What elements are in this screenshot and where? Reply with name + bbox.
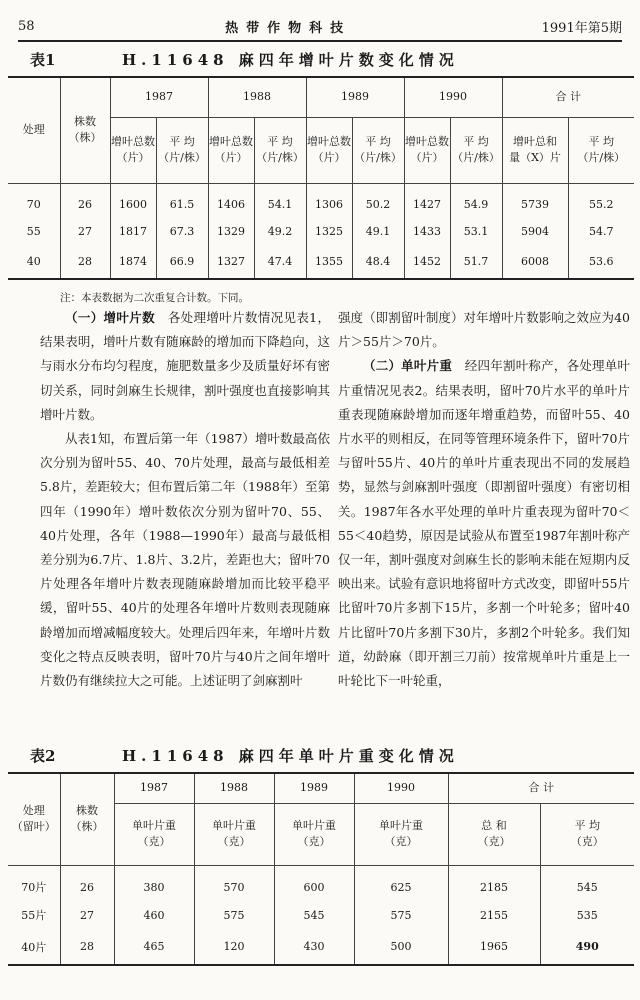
table-cell: 120 (194, 929, 274, 965)
table-cell: 575 (354, 901, 448, 929)
table-cell: 1355 (306, 245, 352, 279)
table-cell: 67.3 (156, 217, 208, 245)
table-cell: 40 (8, 245, 60, 279)
table2-header-year: 1989 (274, 773, 354, 803)
table-cell: 1817 (110, 217, 156, 245)
table1-label: 表1 (30, 50, 56, 69)
table1-note: 注：本表数据为二次重复合计数。下同。 (60, 292, 249, 304)
paragraph-text: 经四年割叶称产，各处理单叶片重情况见表2。结果表明，留叶70片水平的单叶片重表现随麻龄增加而逐年增重趋势，而留叶55、40片水平的则相反，在同等管理环境条件下，留叶70片与留叶55片、40片的单叶片重表现出不同的发展趋势，显然与剑麻割叶强度（即割留叶强度）有密切相关。1987年各水平处理的单叶片重表现为留叶70＜55＜40趋势，原因是试验从布置至1987年割叶称产仅一年，割叶强度对剑麻生长的影响未能在短期内反映出来。试验有意识地将留叶方式改变，即留叶55片比留叶70片多割下15片，多割一个叶轮多；留叶40片比留叶70片多割下30片，多割2个叶轮多。我们知道，幼龄麻（即开割三刀前）按常规单叶片重是上一叶轮比下一叶轮重， (338, 358, 630, 689)
table-cell: 61.5 (156, 183, 208, 217)
table-row (8, 217, 634, 245)
paragraph (40, 306, 330, 427)
table1-sub-sum: 增叶总和 量（X）片 (502, 117, 568, 183)
paragraph (338, 306, 630, 354)
table1-title: H.11648 麻四年增叶片数变化情况 (122, 50, 459, 69)
table1-header-year: 1988 (208, 77, 306, 117)
table-cell: 2155 (448, 901, 540, 929)
table-row (8, 865, 634, 901)
table2-header-year: 1990 (354, 773, 448, 803)
table-cell: 570 (194, 865, 274, 901)
table-cell: 1306 (306, 183, 352, 217)
table-cell: 1329 (208, 217, 254, 245)
table-cell: 26 (60, 865, 114, 901)
paragraph-text: 从表1知，布置后第一年（1987）增叶数最高依次分别为留叶55、40、70片处理，最高与最低相差5.8片，差距较大；但布置后第二年（1988年）至第四年（1990年）增叶数依次分别为留叶70、55、40片处理，各年（1988—1990年）最高与最低相差分别为6.7片、1.8片、3.2片，差距也大；留叶70片处理各年增叶片数表现随麻龄增加而比较平稳平缓，留叶55、40片的处理各年增叶片数则表现随麻龄增加而增减幅度较大。处理后四年来，年增叶片数变化之特点反映表明，留叶70片与40片之间年增叶片数仍有继续拉大之可能。上述证明了剑麻割叶 (40, 431, 330, 689)
table-cell: 500 (354, 929, 448, 965)
table2-header-total: 合 计 (448, 773, 634, 803)
table1-sub-total: 增叶总数 （片） (110, 117, 156, 183)
table-cell: 460 (114, 901, 194, 929)
table-cell: 70 (8, 183, 60, 217)
table-cell: 49.1 (352, 217, 404, 245)
table-row (8, 901, 634, 929)
table-cell: 380 (114, 865, 194, 901)
table2-header-year: 1987 (114, 773, 194, 803)
paragraph-text: 各处理增叶片数情况见表1，结果表明，增叶片数有随麻龄的增加而下降趋向，这与雨水分布均匀程度，施肥数量多少及质量好坏有密切关系，同时剑麻生长规律，割叶强度也直接影响其增叶片数。 (40, 310, 330, 422)
table-cell: 5904 (502, 217, 568, 245)
table-cell: 54.7 (589, 224, 614, 238)
table-cell: 1874 (110, 245, 156, 279)
table-cell: 1325 (306, 217, 352, 245)
table2-sub-weight: 单叶片重 （克） (194, 803, 274, 865)
table-cell: 545 (274, 901, 354, 929)
table-cell: 6008 (502, 245, 568, 279)
page-header (18, 14, 622, 38)
table2-title: H.11648 麻四年单叶片重变化情况 (122, 746, 459, 765)
table-cell: 1427 (404, 183, 450, 217)
table2-sub-weight: 单叶片重 （克） (354, 803, 448, 865)
table-row (8, 929, 634, 965)
table1-header-year: 1990 (404, 77, 502, 117)
table-row (8, 245, 634, 279)
table2-header-treatment: 处理 （留叶） (8, 773, 60, 865)
page-number: 58 (18, 18, 35, 34)
table2-sub-weight: 单叶片重 （克） (274, 803, 354, 865)
table-cell: 27 (60, 217, 110, 245)
table1-header-count: 株数 （株） (60, 77, 110, 183)
table-cell: 465 (114, 929, 194, 965)
issue-number: 1991年第5期 (541, 20, 622, 36)
table-cell: 54.9 (450, 183, 502, 217)
table-cell: 600 (274, 865, 354, 901)
table-cell: 575 (194, 901, 274, 929)
table-cell: 66.9 (156, 245, 208, 279)
table-cell: 1452 (404, 245, 450, 279)
table-cell: 625 (354, 865, 448, 901)
table1-sub-avg: 平 均 （片/株） (254, 117, 306, 183)
table2-label: 表2 (30, 746, 56, 765)
left-column (40, 306, 330, 736)
paragraph (338, 354, 630, 693)
table1-header-total: 合 计 (502, 77, 634, 117)
table-cell: 1406 (208, 183, 254, 217)
table2-caption (30, 742, 620, 768)
table-cell: 49.2 (254, 217, 306, 245)
table-cell: 535 (576, 908, 598, 922)
table1-sub-total: 增叶总数 （片） (208, 117, 254, 183)
table2-header-year: 1988 (194, 773, 274, 803)
table2-sub-weight: 单叶片重 （克） (114, 803, 194, 865)
table-cell: 1433 (404, 217, 450, 245)
table-cell: 48.4 (352, 245, 404, 279)
table-cell: 51.7 (450, 245, 502, 279)
table-cell: 1327 (208, 245, 254, 279)
table1-header-treatment: 处理 (8, 77, 60, 183)
table-cell: 28 (60, 245, 110, 279)
table2-sub-avg: 平 均 （克） (540, 803, 634, 865)
paragraph (40, 427, 330, 693)
table-cell: 490 (540, 929, 634, 965)
table1-sub-total: 增叶总数 （片） (306, 117, 352, 183)
table1-sub-avg: 平 均 （片/株） (352, 117, 404, 183)
table1-sub-avg: 平 均 （片/株） (450, 117, 502, 183)
table-cell: 50.2 (352, 183, 404, 217)
journal-name: 热带作物科技 (225, 20, 352, 36)
table-cell: 430 (274, 929, 354, 965)
table-cell: 1600 (110, 183, 156, 217)
table1 (8, 76, 634, 280)
table-cell: 26 (60, 183, 110, 217)
table-cell: 1965 (448, 929, 540, 965)
table-cell: 53.1 (450, 217, 502, 245)
table-cell: 55 (8, 217, 60, 245)
right-column (338, 306, 630, 736)
header-rule (18, 40, 622, 42)
table2-sub-sum: 总 和 （克） (448, 803, 540, 865)
table1-sub-avg: 平 均 （片/株） (568, 117, 634, 183)
table2 (8, 772, 634, 966)
table-cell: 28 (60, 929, 114, 965)
section-heading: （二）单叶片重 (363, 358, 453, 374)
table-cell: 27 (60, 901, 114, 929)
table-cell: 55片 (8, 901, 60, 929)
table-cell: 545 (576, 880, 598, 894)
table1-header-year: 1987 (110, 77, 208, 117)
table1-caption (30, 46, 620, 72)
table-cell: 70片 (8, 865, 60, 901)
table-cell: 53.6 (568, 245, 634, 279)
table-cell: 5739 (502, 183, 568, 217)
table1-sub-total: 增叶总数 （片） (404, 117, 450, 183)
table-cell: 55.2 (589, 197, 614, 211)
table-cell: 54.1 (254, 183, 306, 217)
paragraph-text: 强度（即割留叶制度）对年增叶片数影响之效应为40片＞55片＞70片。 (338, 310, 630, 350)
table1-header-year: 1989 (306, 77, 404, 117)
table-cell: 47.4 (254, 245, 306, 279)
table-cell: 2185 (448, 865, 540, 901)
table-cell: 40片 (8, 929, 60, 965)
table2-header-count: 株数 （株） (60, 773, 114, 865)
table-row (8, 183, 634, 217)
table1-sub-avg: 平 均 （片/株） (156, 117, 208, 183)
section-heading: （一）增叶片数 (65, 310, 155, 325)
